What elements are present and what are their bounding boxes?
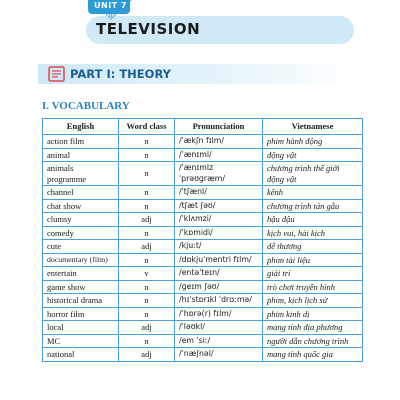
cell-pronunciation: /ˈækʃn fɪlm/ (175, 135, 263, 149)
cell-english: clumsy (43, 213, 119, 227)
unit-badge (88, 0, 130, 14)
cell-vietnamese: giải trí (263, 267, 363, 281)
table-row (43, 135, 363, 149)
table-row (43, 186, 363, 200)
vocabulary-table (42, 118, 363, 362)
column-header-english: English (43, 119, 119, 135)
cell-vietnamese: mang tính địa phương (263, 321, 363, 335)
cell-vietnamese: phim, kịch lịch sử (263, 294, 363, 308)
cell-english: animal (43, 148, 119, 162)
cell-word-class: n (119, 162, 175, 186)
cell-pronunciation: /entəˈteɪn/ (175, 267, 263, 281)
cell-word-class: n (119, 294, 175, 308)
cell-pronunciation: /tʃæt ʃəʊ/ (175, 199, 263, 213)
table-row (43, 280, 363, 294)
cell-vietnamese: kịch vui, hài kịch (263, 226, 363, 240)
table-row (43, 294, 363, 308)
cell-vietnamese: dễ thương (263, 240, 363, 254)
cell-english: game show (43, 280, 119, 294)
cell-pronunciation: /ɡeɪm ʃəʊ/ (175, 280, 263, 294)
table-row (43, 199, 363, 213)
cell-pronunciation: /ˈhɒrə(r) fɪlm/ (175, 307, 263, 321)
cell-word-class: n (119, 186, 175, 200)
cell-word-class: adj (119, 213, 175, 227)
cell-pronunciation: /hɪˈstɒrɪkl ˈdrɑːmə/ (175, 294, 263, 308)
cell-english: documentary (film) (43, 253, 119, 267)
cell-vietnamese: chương trình tán gẫu (263, 199, 363, 213)
cell-pronunciation: /ˈləʊkl/ (175, 321, 263, 335)
cell-vietnamese: trò chơi truyền hình (263, 280, 363, 294)
column-header-vietnamese: Vietnamese (263, 119, 363, 135)
cell-word-class: n (119, 226, 175, 240)
cell-word-class: n (119, 280, 175, 294)
table-row (43, 253, 363, 267)
column-header-word-class: Word class (119, 119, 175, 135)
cell-english: national (43, 348, 119, 362)
part-title: PART I: THEORY (70, 67, 171, 81)
cell-vietnamese: hậu đậu (263, 213, 363, 227)
cell-english: entertain (43, 267, 119, 281)
cell-english: cute (43, 240, 119, 254)
cell-vietnamese: kênh (263, 186, 363, 200)
cell-vietnamese: phim hành động (263, 135, 363, 149)
cell-vietnamese: mang tính quốc gia (263, 348, 363, 362)
cell-pronunciation: /em ˈsiː/ (175, 334, 263, 348)
cell-word-class: n (119, 199, 175, 213)
cell-vietnamese: chương trình thế giới động vật (263, 162, 363, 186)
table-header-row (43, 119, 363, 135)
unit-label: UNIT 7 (94, 1, 127, 10)
table-row (43, 148, 363, 162)
table-row (43, 226, 363, 240)
table-row (43, 307, 363, 321)
cell-word-class: n (119, 253, 175, 267)
cell-vietnamese: phim kinh dị (263, 307, 363, 321)
cell-word-class: adj (119, 321, 175, 335)
cell-english: horror film (43, 307, 119, 321)
column-header-pronunciation: Pronunciation (175, 119, 263, 135)
cell-vietnamese: người dẫn chương trình (263, 334, 363, 348)
cell-pronunciation: /ˈtʃænl/ (175, 186, 263, 200)
cell-pronunciation: /ˈklʌmzi/ (175, 213, 263, 227)
table-row (43, 240, 363, 254)
cell-pronunciation: /ˈænɪmlz ˈprəʊɡræm/ (175, 162, 263, 186)
table-row (43, 334, 363, 348)
unit-title: TELEVISION (96, 20, 201, 38)
table-row (43, 267, 363, 281)
cell-pronunciation: /kjuːt/ (175, 240, 263, 254)
cell-pronunciation: /ˈænɪml/ (175, 148, 263, 162)
cell-english: animals programme (43, 162, 119, 186)
cell-english: MC (43, 334, 119, 348)
notebook-icon (48, 66, 66, 82)
cell-english: action film (43, 135, 119, 149)
cell-word-class: n (119, 135, 175, 149)
cell-pronunciation: /dɒkjuˈmentri fɪlm/ (175, 253, 263, 267)
cell-word-class: n (119, 148, 175, 162)
cell-word-class: adj (119, 240, 175, 254)
cell-english: historical drama (43, 294, 119, 308)
table-row (43, 162, 363, 186)
cell-word-class: n (119, 334, 175, 348)
cell-vietnamese: phim tài liệu (263, 253, 363, 267)
cell-pronunciation: /ˈkɒmidi/ (175, 226, 263, 240)
cell-pronunciation: /ˈnæʃnəl/ (175, 348, 263, 362)
cell-word-class: n (119, 307, 175, 321)
section-title: I. VOCABULARY (42, 100, 130, 112)
cell-english: comedy (43, 226, 119, 240)
cell-word-class: v (119, 267, 175, 281)
table-row (43, 321, 363, 335)
cell-vietnamese: động vật (263, 148, 363, 162)
cell-english: chat show (43, 199, 119, 213)
cell-word-class: adj (119, 348, 175, 362)
cell-english: channel (43, 186, 119, 200)
table-row (43, 213, 363, 227)
cell-english: local (43, 321, 119, 335)
table-row (43, 348, 363, 362)
